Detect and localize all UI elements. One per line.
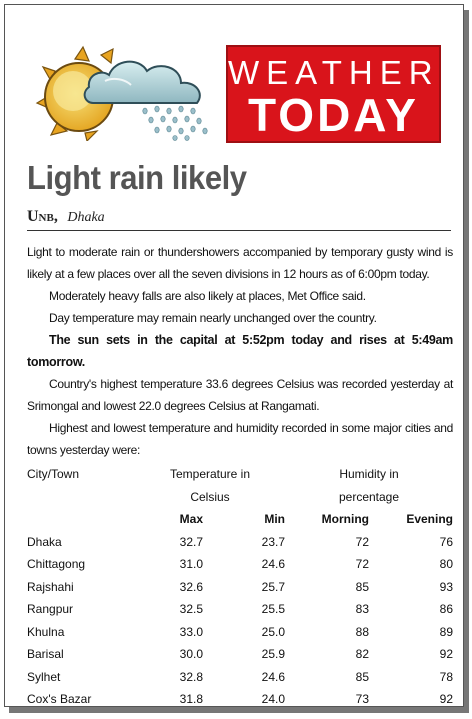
table-cell-morning: 72 <box>355 557 369 571</box>
table-cell-min: 24.6 <box>261 557 285 571</box>
table-cell-max: 32.8 <box>179 669 203 684</box>
table-row <box>27 553 453 576</box>
table-cell-city: Chittagong <box>27 557 86 571</box>
table-cell-city: Barisal <box>27 647 64 661</box>
table-cell-max: 30.0 <box>179 647 203 661</box>
table-row <box>27 598 453 621</box>
table-cell-max: 31.8 <box>179 692 203 706</box>
column-header-min: Min <box>264 512 285 526</box>
table-cell-max: 31.0 <box>179 557 203 571</box>
table-cell-morning: 73 <box>355 692 369 706</box>
table-cell-evening: 92 <box>439 692 453 706</box>
paragraph: Light to moderate rain or thundershowers accompanied by temporary gusty wind is likely at a few places over all the seven divisions in 12 hours as of 6:00pm today. <box>27 245 453 281</box>
table-cell-max: 32.6 <box>179 579 203 594</box>
table-cell-min: 25.9 <box>261 647 285 661</box>
table-cell-evening: 80 <box>439 557 453 571</box>
table-row <box>27 576 453 599</box>
headline: Light rain likely <box>27 159 247 196</box>
table-cell-city: Rajshahi <box>27 579 74 594</box>
table-cell-min: 25.7 <box>261 579 285 594</box>
table-cell-max: 33.0 <box>179 624 203 639</box>
table-cell-morning: 88 <box>355 624 369 639</box>
column-group-temperature: Temperature in <box>169 467 251 481</box>
logo-word-weather: WEATHER <box>228 54 440 91</box>
table-row <box>27 666 453 689</box>
table-cell-city: Khulna <box>27 624 65 639</box>
table-group-header-row <box>27 463 453 486</box>
weather-table <box>27 463 453 711</box>
column-header-evening: Evening <box>406 512 453 526</box>
table-cell-min: 25.5 <box>261 602 285 616</box>
table-cell-evening: 78 <box>439 669 453 684</box>
table-group-header-row <box>27 486 453 509</box>
weather-article <box>4 4 464 707</box>
table-cell-max: 32.7 <box>179 534 203 549</box>
table-cell-min: 24.0 <box>261 692 285 706</box>
table-row <box>27 688 453 711</box>
table-cell-max: 32.5 <box>179 602 203 616</box>
table-row <box>27 531 453 554</box>
table-cell-city: Cox's Bazar <box>27 692 92 706</box>
paragraph: Country's highest temperature 33.6 degrees Celsius was recorded yesterday at Srimongal and lowest 22.0 degrees Celsius at Rangamati. <box>27 377 453 413</box>
logo-word-today: TODAY <box>248 89 419 141</box>
table-cell-evening: 93 <box>439 579 453 594</box>
byline-agency: Unb, <box>27 208 58 225</box>
byline-city: Dhaka <box>67 210 105 225</box>
table-cell-morning: 82 <box>355 647 369 661</box>
column-header-morning: Morning <box>321 512 369 526</box>
column-group-humidity: Humidity in <box>339 467 399 481</box>
article-body <box>27 241 453 461</box>
table-cell-evening: 76 <box>439 534 453 549</box>
table-cell-city: Sylhet <box>27 669 61 684</box>
table-cell-evening: 92 <box>439 647 453 661</box>
weather-today-logo <box>226 45 441 143</box>
table-row <box>27 621 453 644</box>
column-header-max: Max <box>179 512 203 526</box>
table-row <box>27 643 453 666</box>
table-cell-city: Dhaka <box>27 534 62 549</box>
byline <box>27 208 451 231</box>
paragraph: Highest and lowest temperature and humidity recorded in some major cities and towns yesterday were: <box>27 421 453 457</box>
paragraph: Day temperature may remain nearly unchanged over the country. <box>49 311 377 325</box>
table-cell-min: 24.6 <box>261 669 285 684</box>
table-cell-evening: 89 <box>439 624 453 639</box>
table-cell-evening: 86 <box>439 602 453 616</box>
table-cell-morning: 85 <box>355 579 369 594</box>
paragraph: Moderately heavy falls are also likely at places, Met Office said. <box>49 289 366 303</box>
column-group-humidity-unit: percentage <box>338 489 400 504</box>
table-cell-min: 23.7 <box>261 534 285 549</box>
table-cell-city: Rangpur <box>27 602 74 616</box>
table-cell-morning: 83 <box>355 602 369 616</box>
column-group-temperature-unit: Celsius <box>190 489 230 504</box>
table-cell-morning: 72 <box>355 534 369 549</box>
table-cell-min: 25.0 <box>261 624 285 639</box>
column-header-city: City/Town <box>27 467 80 481</box>
paragraph-bold: The sun sets in the capital at 5:52pm today and rises at 5:49am tomorrow. <box>27 333 453 369</box>
table-header-row <box>27 508 453 531</box>
table-cell-morning: 85 <box>355 669 369 684</box>
weather-banner <box>35 41 445 141</box>
sun-behind-rain-cloud-icon <box>35 41 225 141</box>
